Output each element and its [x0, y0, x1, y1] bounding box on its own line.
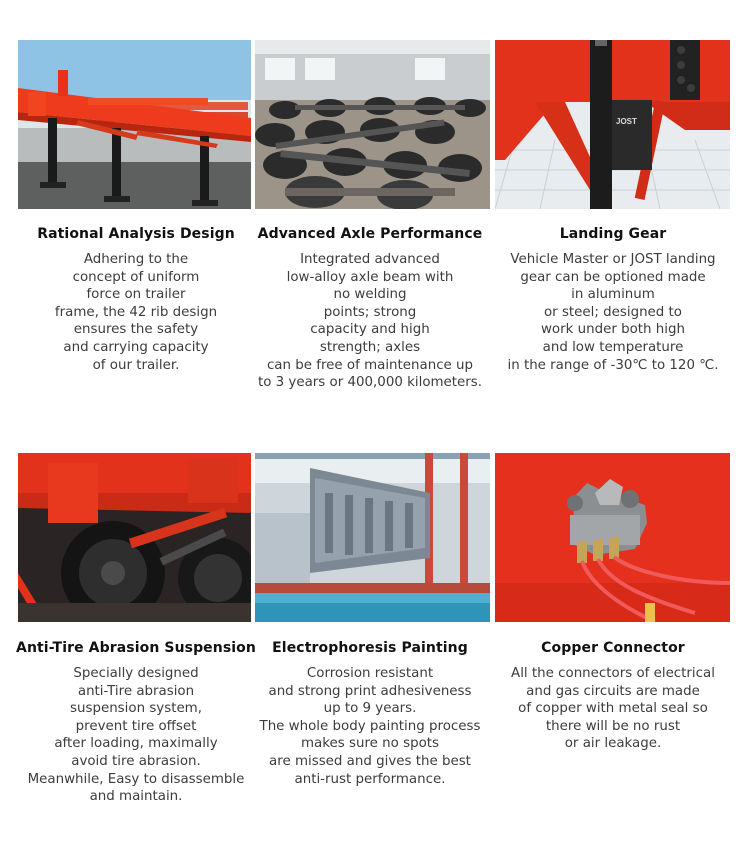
description-line: Meanwhile, Easy to disassemble	[27, 771, 245, 787]
feature-title: Rational Analysis Design	[37, 226, 235, 242]
feature-description	[493, 251, 733, 374]
feature-description	[493, 665, 733, 753]
description-line: there will be no rust	[545, 718, 681, 734]
description-line: anti-rust performance.	[294, 771, 446, 787]
description-line: and carrying capacity	[63, 339, 209, 355]
description-line: to 3 years or 400,000 kilometers.	[257, 375, 483, 391]
description-line: makes sure no spots	[301, 736, 439, 752]
description-line: Integrated advanced	[300, 252, 440, 267]
description-line: or air leakage.	[564, 736, 662, 752]
description-line: concept of uniform	[72, 269, 200, 285]
description-line: up to 9 years.	[323, 701, 417, 717]
jost-label: JOST	[616, 117, 637, 126]
landing-gear-photo	[495, 40, 730, 209]
description-line: Adhering to the	[83, 252, 189, 267]
description-line: The whole body painting process	[259, 718, 481, 734]
electrophoresis-painting-photo	[255, 453, 490, 622]
description-line: and gas circuits are made	[526, 683, 700, 699]
description-line: can be free of maintenance up	[266, 357, 474, 373]
description-line: points; strong	[323, 304, 417, 320]
description-line: and maintain.	[89, 789, 183, 805]
suspension-photo	[18, 453, 251, 622]
description-line: in the range of -30℃ to 120 ℃.	[507, 357, 719, 373]
description-line: work under both high	[540, 322, 685, 338]
description-line: low-alloy axle beam with	[286, 269, 454, 285]
feature-description	[16, 251, 256, 374]
feature-description	[250, 665, 490, 788]
feature-rational-analysis-design	[16, 226, 256, 374]
description-line: are missed and gives the best	[269, 753, 471, 769]
description-line: of copper with metal seal so	[518, 701, 708, 717]
feature-description	[16, 665, 256, 806]
feature-description	[250, 251, 490, 392]
feature-title: Copper Connector	[541, 640, 685, 656]
description-line: or steel; designed to	[543, 304, 682, 320]
feature-title: Landing Gear	[559, 226, 667, 242]
feature-advanced-axle-performance	[250, 226, 490, 392]
trailer-chassis-photo	[18, 40, 251, 209]
feature-title: Advanced Axle Performance	[257, 226, 483, 242]
axles-warehouse-photo	[255, 40, 490, 209]
feature-title: Electrophoresis Painting	[272, 640, 468, 656]
description-line: suspension system,	[70, 701, 202, 717]
description-line: Vehicle Master or JOST landing	[510, 252, 716, 267]
description-line: ensures the safety	[73, 322, 199, 338]
feature-anti-tire-abrasion-suspension	[16, 640, 256, 806]
feature-copper-connector	[493, 640, 733, 753]
feature-electrophoresis-painting	[250, 640, 490, 788]
feature-title: Anti-Tire Abrasion Suspension	[16, 640, 256, 656]
copper-connector-photo	[495, 453, 730, 622]
description-line: and low temperature	[542, 339, 684, 355]
description-line: Specially designed	[73, 666, 199, 681]
description-line: All the connectors of electrical	[511, 666, 715, 681]
description-line: after loading, maximally	[54, 736, 218, 752]
description-line: force on trailer	[86, 287, 186, 303]
description-line: frame, the 42 rib design	[54, 304, 218, 320]
description-line: and strong print adhesiveness	[268, 683, 472, 699]
description-line: anti-Tire abrasion	[77, 683, 195, 699]
description-line: avoid tire abrasion.	[71, 753, 201, 769]
description-line: no welding	[333, 287, 407, 303]
description-line: strength; axles	[319, 339, 421, 355]
description-line: in aluminum	[571, 287, 655, 303]
description-line: capacity and high	[310, 322, 430, 338]
description-line: Corrosion resistant	[306, 666, 434, 681]
description-line: gear can be optioned made	[520, 269, 706, 285]
feature-landing-gear	[493, 226, 733, 374]
description-line: of our trailer.	[92, 357, 180, 373]
description-line: prevent tire offset	[75, 718, 197, 734]
